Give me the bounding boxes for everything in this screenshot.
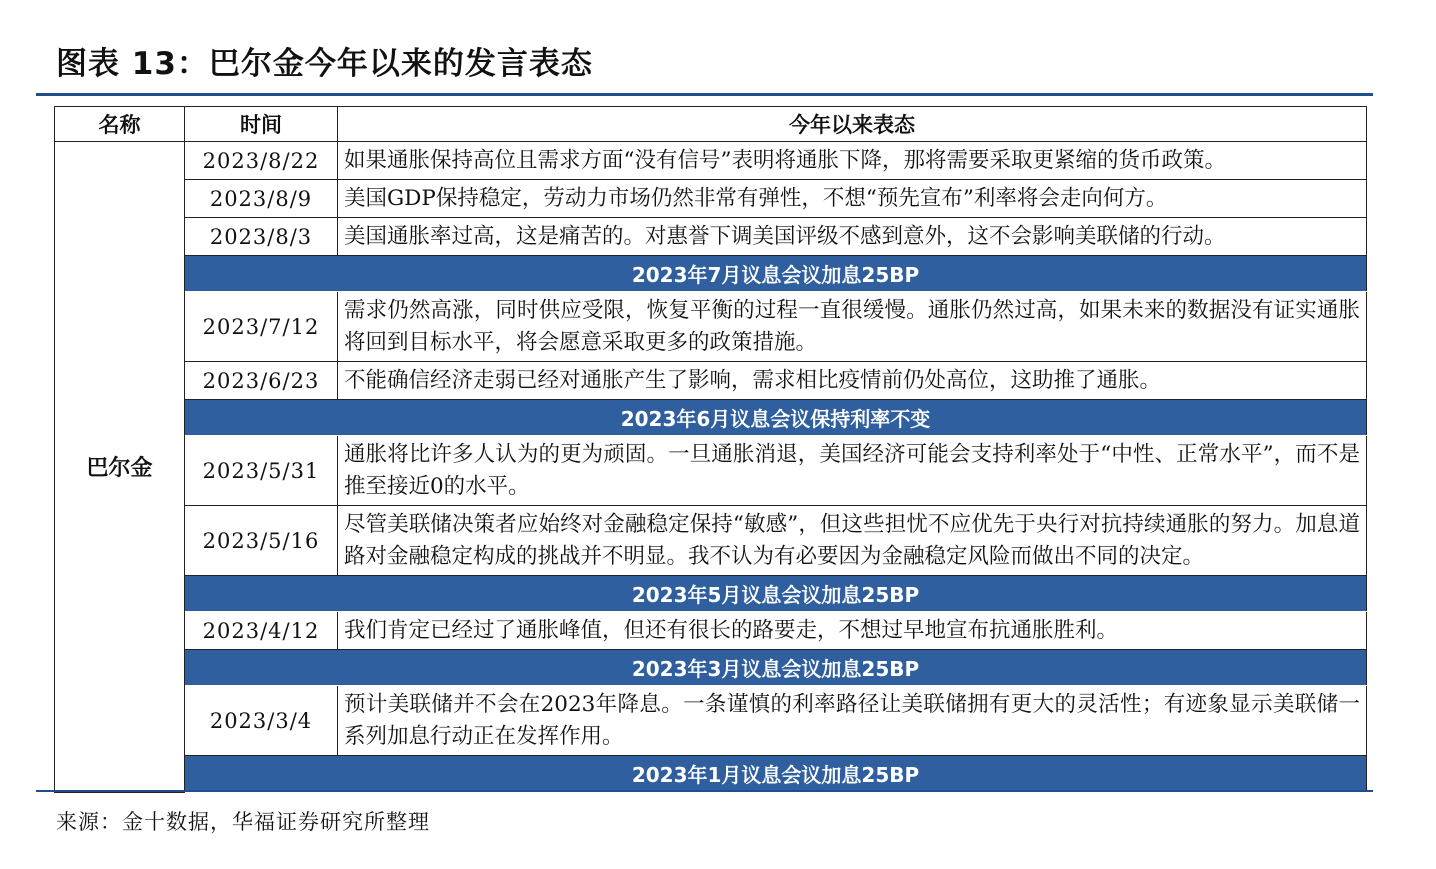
source-note: 来源：金十数据，华福证券研究所整理 bbox=[56, 810, 430, 834]
row-date: 2023/8/3 bbox=[185, 218, 338, 256]
row-date: 2023/7/12 bbox=[185, 292, 338, 362]
row-date: 2023/4/12 bbox=[185, 612, 338, 650]
row-text: 需求仍然高涨，同时供应受限，恢复平衡的过程一直很缓慢。通胀仍然过高，如果未来的数据没有证实通胀将回到目标水平，将会愿意采取更多的政策措施。 bbox=[338, 292, 1367, 362]
event-label: 2023年1月议息会议加息25BP bbox=[185, 756, 1367, 792]
header-time: 时间 bbox=[185, 107, 338, 142]
row-date: 2023/8/9 bbox=[185, 180, 338, 218]
row-date: 2023/8/22 bbox=[185, 142, 338, 180]
row-text: 不能确信经济走弱已经对通胀产生了影响，需求相比疫情前仍处高位，这助推了通胀。 bbox=[338, 362, 1367, 400]
top-rule bbox=[36, 93, 1373, 96]
table-row bbox=[55, 506, 1367, 576]
row-text: 如果通胀保持高位且需求方面“没有信号”表明将通胀下降，那将需要采取更紧缩的货币政策。 bbox=[338, 142, 1367, 180]
bottom-rule bbox=[36, 790, 1373, 792]
header-name: 名称 bbox=[55, 107, 185, 142]
event-row bbox=[55, 256, 1367, 292]
row-date: 2023/5/16 bbox=[185, 506, 338, 576]
event-row bbox=[55, 400, 1367, 436]
header-row bbox=[55, 107, 1367, 142]
table-row bbox=[55, 436, 1367, 506]
row-text: 美国通胀率过高，这是痛苦的。对惠誉下调美国评级不感到意外，这不会影响美联储的行动。 bbox=[338, 218, 1367, 256]
event-row bbox=[55, 650, 1367, 686]
table-row bbox=[55, 218, 1367, 256]
table-row bbox=[55, 180, 1367, 218]
row-date: 2023/3/4 bbox=[185, 686, 338, 756]
row-text: 尽管美联储决策者应始终对金融稳定保持“敏感”，但这些担忧不应优先于央行对抗持续通胀的努力。加息道路对金融稳定构成的挑战并不明显。我不认为有必要因为金融稳定风险而做出不同的决定。 bbox=[338, 506, 1367, 576]
table-row bbox=[55, 362, 1367, 400]
row-text: 预计美联储并不会在2023年降息。一条谨慎的利率路径让美联储拥有更大的灵活性；有迹象显示美联储一系列加息行动正在发挥作用。 bbox=[338, 686, 1367, 756]
row-date: 2023/5/31 bbox=[185, 436, 338, 506]
table-row bbox=[55, 142, 1367, 180]
figure-title: 图表 13：巴尔金今年以来的发言表态 bbox=[56, 46, 593, 82]
row-text: 我们肯定已经过了通胀峰值，但还有很长的路要走，不想过早地宣布抗通胀胜利。 bbox=[338, 612, 1367, 650]
event-label: 2023年7月议息会议加息25BP bbox=[185, 256, 1367, 292]
row-date: 2023/6/23 bbox=[185, 362, 338, 400]
table-row bbox=[55, 612, 1367, 650]
event-row bbox=[55, 756, 1367, 792]
statement-table bbox=[54, 106, 1367, 793]
event-label: 2023年5月议息会议加息25BP bbox=[185, 576, 1367, 612]
person-name: 巴尔金 bbox=[55, 142, 185, 792]
row-text: 美国GDP保持稳定，劳动力市场仍然非常有弹性，不想“预先宣布”利率将会走向何方。 bbox=[338, 180, 1367, 218]
event-label: 2023年3月议息会议加息25BP bbox=[185, 650, 1367, 686]
event-row bbox=[55, 576, 1367, 612]
event-label: 2023年6月议息会议保持利率不变 bbox=[185, 400, 1367, 436]
row-text: 通胀将比许多人认为的更为顽固。一旦通胀消退，美国经济可能会支持利率处于“中性、正常水平”，而不是推至接近0的水平。 bbox=[338, 436, 1367, 506]
header-stance: 今年以来表态 bbox=[338, 107, 1367, 142]
table-row bbox=[55, 292, 1367, 362]
table-row bbox=[55, 686, 1367, 756]
